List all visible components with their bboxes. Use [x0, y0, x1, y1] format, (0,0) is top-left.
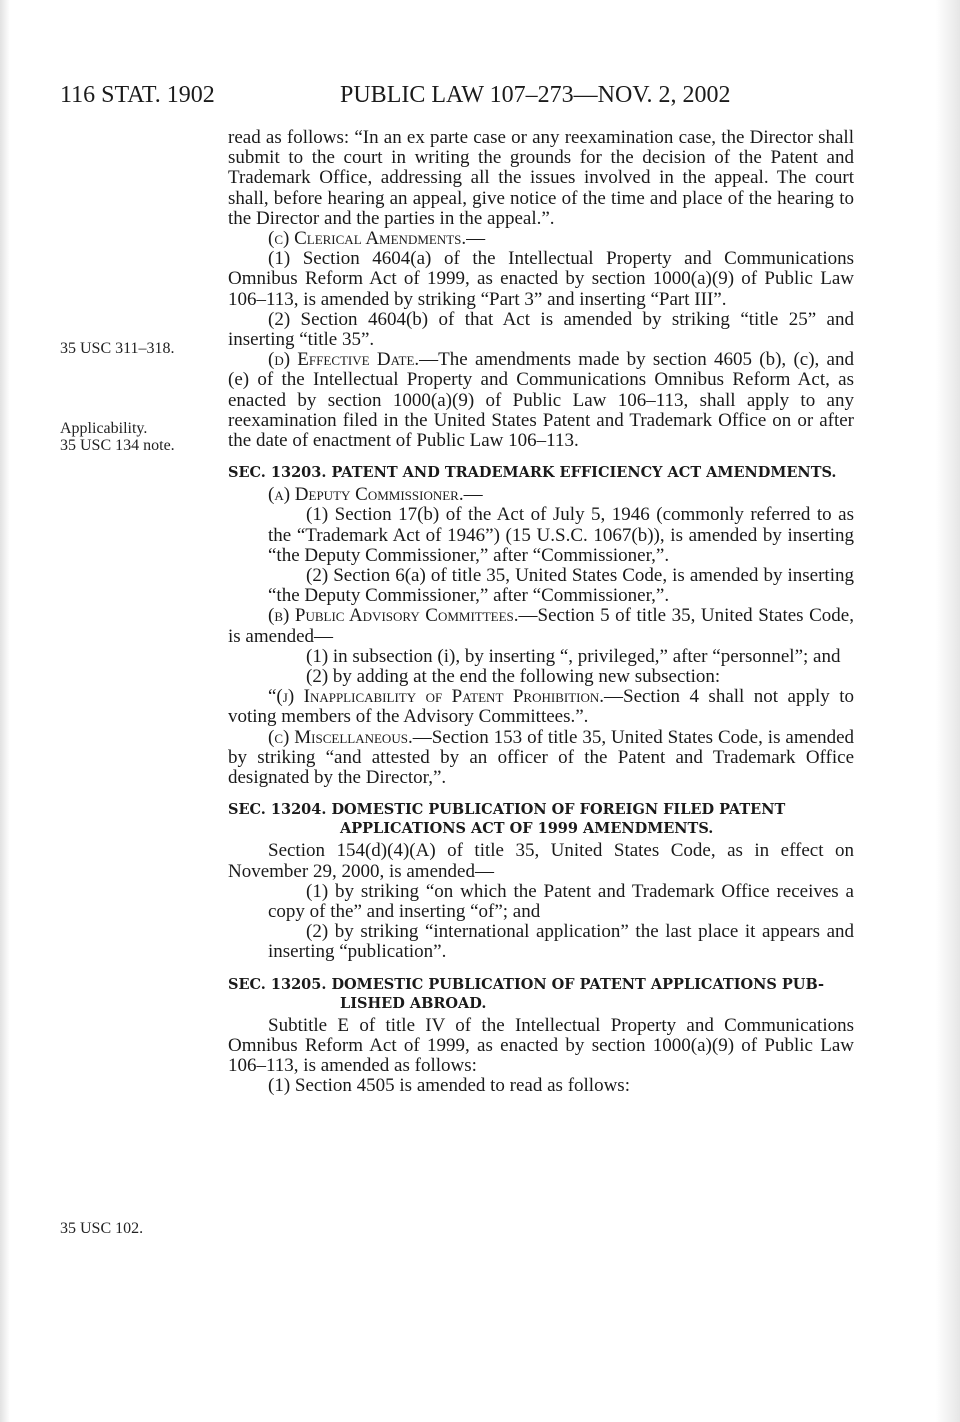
clerical-amendment-2: (2) Section 4604(b) of that Act is amended by striking “title 25” and inserting “title 35”. — [228, 308, 854, 351]
section-13204-heading: SEC. 13204. DOMESTIC PUBLICATION OF FOREIGN FILED PATENT — [228, 801, 786, 819]
section-154-paragraph: Section 154(d)(4)(A) of title 35, United States Code, as in effect on November 29, 2000, is amended— — [228, 840, 854, 882]
inapplicability-subsection: “(j) Inapplicability of Patent Prohibition.—Section 4 shall not apply to voting members of the Advisory Committees.”. — [228, 686, 854, 728]
section-154-amendment-1: (1) by striking “on which the Patent and Trademark Office receives a copy of the” and inserting “of”; and — [268, 880, 854, 922]
deputy-commissioner-amendment-1: (1) Section 17(b) of the Act of July 5, 1946 (commonly referred to as the “Trademark Act of 1946”) (15 U.S.C. 1067(b)), is amended by inserting “the Deputy Commissioner,” after “Commissioner,”. — [268, 504, 854, 566]
margin-note-35usc311: 35 USC 311–318. — [60, 340, 175, 357]
margin-note-applicability: Applicability. — [60, 420, 148, 437]
deputy-commissioner-amendment-2: (2) Section 6(a) of title 35, United States Code, is amended by inserting “the Deputy Commissioner,” after “Commissioner,”. — [268, 565, 854, 607]
running-header — [60, 80, 860, 110]
deputy-commissioner-heading: (a) Deputy Commissioner.— — [268, 484, 483, 506]
public-advisory-committees-paragraph: (b) Public Advisory Committees.—Section 5 of title 35, United States Code, is amended— — [228, 605, 854, 647]
subtitle-e-amendment-1: (1) Section 4505 is amended to read as follows: — [268, 1075, 630, 1097]
subtitle-e-paragraph: Subtitle E of title IV of the Intellectual Property and Communications Omnibus Reform Act of 1999, as enacted by section 1000(a)(9) of Public Law 106–113, is amended as follows: — [228, 1014, 854, 1076]
margin-note-35usc134: 35 USC 134 note. — [60, 437, 175, 454]
advisory-amendment-2: (2) by adding at the end the following new subsection: — [306, 666, 721, 688]
effective-date-paragraph: (d) Effective Date.—The amendments made by section 4605 (b), (c), and (e) of the Intellectual Property and Communications Omnibus Reform Act, as enacted by section 1000(a)(9) of Public Law 106–113, shall apply to any reexamination filed in the United States Patent and Trademark Office on or after the date of enactment of Public Law 106–113. — [228, 349, 854, 452]
clerical-amendments-heading: (c) Clerical Amendments.— — [268, 228, 486, 250]
scan-right-edge — [936, 0, 960, 1422]
scan-left-edge — [0, 0, 10, 1422]
paragraph-read-as-follows: read as follows: “In an ex parte case or any reexamination case, the Director shall submit to the court in writing the grounds for the decision of the Patent and Trademark Office, addressing all the issues involved in the appeal. The court shall, before hearing an appeal, give notice of the time and place of the hearing to the Director and the parties in the appeal.”. — [228, 127, 854, 229]
clerical-amendment-1: (1) Section 4604(a) of the Intellectual Property and Communications Omnibus Reform Act of 1999, as enacted by section 1000(a)(9) of Public Law 106–113, is amended by striking “Part 3” and inserting “Part III”. — [228, 248, 854, 310]
miscellaneous-paragraph: (c) Miscellaneous.—Section 153 of title 35, United States Code, is amended by striking “and attested by an officer of the Patent and Trademark Office designated by the Director,”. — [228, 726, 855, 789]
section-154-amendment-2: (2) by striking “international application” the last place it appears and inserting “publication”. — [268, 921, 854, 963]
margin-note-35usc102: 35 USC 102. — [60, 1220, 144, 1237]
section-13205-heading: SEC. 13205. DOMESTIC PUBLICATION OF PATENT APPLICATIONS PUB- — [228, 975, 824, 993]
advisory-amendment-1: (1) in subsection (i), by inserting “, privileged,” after “personnel”; and — [306, 645, 841, 667]
section-13203-heading: SEC. 13203. PATENT AND TRADEMARK EFFICIENCY ACT AMENDMENTS. — [228, 464, 837, 482]
body-text — [228, 128, 854, 1096]
section-13204-heading-cont: APPLICATIONS ACT OF 1999 AMENDMENTS. — [340, 820, 714, 838]
section-13205-heading-cont: LISHED ABROAD. — [340, 994, 487, 1012]
public-law-title: PUBLIC LAW 107–273—NOV. 2, 2002 — [340, 82, 731, 108]
statute-page-number: 116 STAT. 1902 — [60, 82, 215, 108]
